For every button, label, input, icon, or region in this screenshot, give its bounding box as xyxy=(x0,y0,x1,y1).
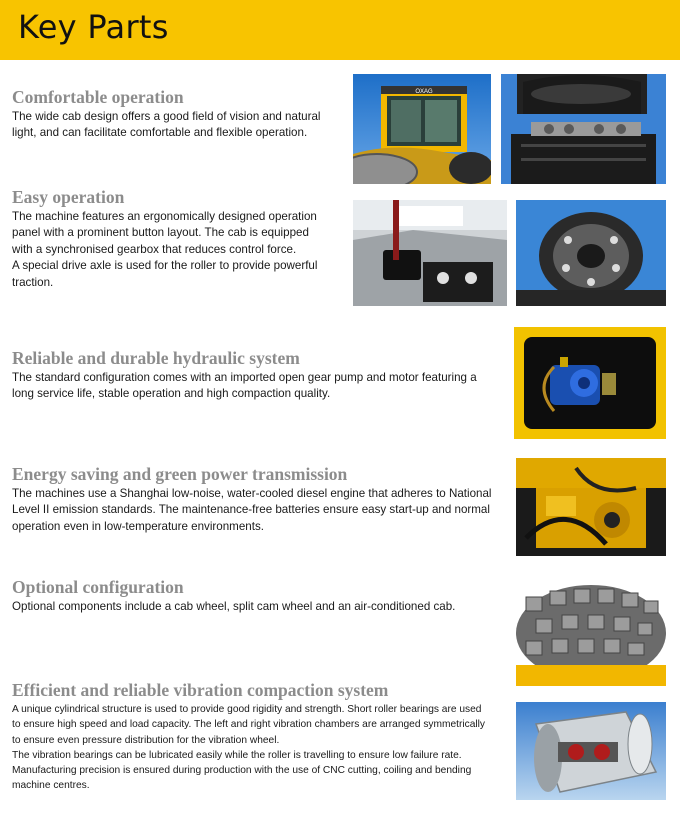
section-heading: Easy operation xyxy=(12,187,125,207)
cab-exterior-photo xyxy=(353,74,491,184)
section-text: A unique cylindrical structure is used to provide good rigidity and strength. Short roller bearings are used to ensure high speed and load capacity. The left and right vibration chambers are arranged symmetrically to ensure even pressure distribution for the vibration wheel. xyxy=(12,704,486,746)
section-comfortable-operation xyxy=(12,86,332,142)
padfoot-roller-photo xyxy=(516,573,666,686)
section-heading: Reliable and durable hydraulic system xyxy=(12,348,300,368)
section-optional-configuration xyxy=(12,576,502,615)
section-text: Manufacturing precision is ensured during production with the use of CNC cutting, coiling and bending machine centres. xyxy=(12,765,472,792)
section-text: The vibration bearings can be lubricated easily while the roller is travelling to ensure low failure rate. xyxy=(12,749,462,761)
section-text: Optional components include a cab wheel, split cam wheel and an air-conditioned cab. xyxy=(12,600,456,613)
section-text: The machine features an ergonomically designed operation panel with a prominent button layout. The cab is equipped with a synchronised gearbox that reduces control force. xyxy=(12,210,317,256)
hydraulic-pump-photo xyxy=(514,327,666,439)
title-banner xyxy=(0,0,680,60)
section-text: A special drive axle is used for the roller to provide powerful traction. xyxy=(12,259,318,289)
section-power-transmission xyxy=(12,463,502,535)
section-text: The wide cab design offers a good field of vision and natural light, and can facilitate comfortable and flexible operation. xyxy=(12,110,321,140)
section-hydraulic-system xyxy=(12,347,482,403)
engine-photo xyxy=(516,458,666,556)
vibration-drum-photo xyxy=(516,702,666,800)
section-text: The machines use a Shanghai low-noise, water-cooled diesel engine that adheres to National Level II emission standards. The maintenance-free batteries ensure easy start-up and normal operation even in low-temperature environments. xyxy=(12,487,492,533)
section-text: The standard configuration comes with an imported open gear pump and motor featuring a long service life, stable operation and high compaction quality. xyxy=(12,371,477,401)
steering-wheel-photo xyxy=(516,200,666,306)
page-title: Key Parts xyxy=(18,8,169,46)
section-easy-operation xyxy=(12,186,332,291)
section-heading: Comfortable operation xyxy=(12,87,184,107)
section-heading: Energy saving and green power transmission xyxy=(12,464,348,484)
cab-interior-photo xyxy=(501,74,666,184)
section-heading: Efficient and reliable vibration compaction system xyxy=(12,680,389,700)
control-panel-photo xyxy=(353,200,507,306)
cab-sign-text: OXAG xyxy=(415,89,433,95)
section-vibration-compaction xyxy=(12,679,492,794)
section-heading: Optional configuration xyxy=(12,577,184,597)
